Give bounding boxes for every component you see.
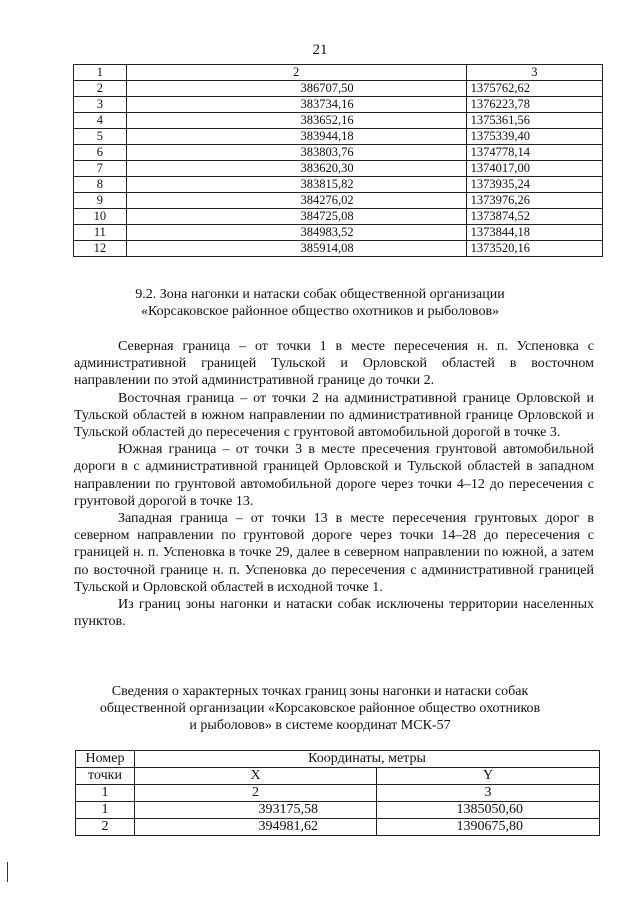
info-title-line: и рыболовов» в системе координат МСК-57 bbox=[189, 718, 451, 733]
table-row bbox=[74, 209, 603, 225]
y-value: 1373935,24 bbox=[466, 177, 602, 193]
boundary-description bbox=[74, 338, 594, 630]
point-number: 5 bbox=[74, 129, 127, 145]
table-row bbox=[74, 129, 603, 145]
section-title-line: «Корсаковское районное общество охотников и рыболовов» bbox=[140, 304, 500, 319]
table-row bbox=[74, 145, 603, 161]
info-title-line: общественной организации «Корсаковское районное общество охотников bbox=[99, 701, 541, 716]
y-value: 1374778,14 bbox=[466, 145, 602, 161]
point-number: 2 bbox=[76, 819, 135, 836]
x-value: 385914,08 bbox=[126, 241, 466, 257]
x-value: 386707,50 bbox=[126, 81, 466, 97]
table-row bbox=[74, 177, 603, 193]
info-title-line: Сведения о характерных точках границ зоны нагонки и натаски собак bbox=[111, 684, 529, 699]
point-number: 8 bbox=[74, 177, 127, 193]
table-row bbox=[74, 193, 603, 209]
point-number-header-line: Номер bbox=[85, 751, 125, 766]
y-value: 1373844,18 bbox=[466, 225, 602, 241]
point-number: 6 bbox=[74, 145, 127, 161]
table-row bbox=[74, 161, 603, 177]
y-value: 1375762,62 bbox=[466, 81, 602, 97]
table-row bbox=[76, 802, 600, 819]
table-row bbox=[74, 81, 603, 97]
x-value: 383803,76 bbox=[126, 145, 466, 161]
point-number-header-line: точки bbox=[76, 768, 135, 785]
point-number: 3 bbox=[74, 97, 127, 113]
x-value: 384983,52 bbox=[126, 225, 466, 241]
paragraph-east: Восточная граница – от точки 2 на административной границе Орловской и Тульской областей в южном направлении по административной границе Орловской и Тульской областей до пересечения с грунтовой автомобильной дорогой в точке 3. bbox=[74, 390, 594, 441]
section-title-line: 9.2. Зона нагонки и натаски собак общественной организации bbox=[135, 287, 505, 302]
y-value: 1375361,56 bbox=[466, 113, 602, 129]
index-cell: 1 bbox=[76, 785, 135, 802]
point-number: 2 bbox=[74, 81, 127, 97]
header-cell: 2 bbox=[126, 65, 466, 81]
x-value: 383734,16 bbox=[126, 97, 466, 113]
index-cell: 3 bbox=[377, 785, 600, 802]
x-header: X bbox=[135, 768, 377, 785]
paragraph-west: Западная граница – от точки 13 в месте пересечения грунтовых дорог в северном направлении по грунтовой дороге через точки 14–28 до пересечения с границей н. п. Успеновка в точке 29, далее в северном направлении по южной, а затем по восточной границе н. п. Успеновка до пересечения с административной границей Тульской и Орловской областей в исходной точке 1. bbox=[74, 511, 594, 595]
table-row bbox=[74, 97, 603, 113]
header-cell: 3 bbox=[466, 65, 602, 81]
paragraph-exclusions: Из границ зоны нагонки и натаски собак исключены территории населенных пунктов. bbox=[74, 597, 594, 630]
y-value: 1373976,26 bbox=[466, 193, 602, 209]
table-header-row bbox=[74, 65, 603, 81]
point-number: 12 bbox=[74, 241, 127, 257]
x-value: 383944,18 bbox=[126, 129, 466, 145]
coordinates-header: Координаты, метры bbox=[135, 751, 600, 768]
point-number: 11 bbox=[74, 225, 127, 241]
info-title bbox=[70, 683, 570, 734]
x-value: 383620,30 bbox=[126, 161, 466, 177]
y-value: 1385050,60 bbox=[377, 802, 600, 819]
point-number: 1 bbox=[76, 802, 135, 819]
y-value: 1376223,78 bbox=[466, 97, 602, 113]
point-number: 9 bbox=[74, 193, 127, 209]
y-value: 1373874,52 bbox=[466, 209, 602, 225]
page-number: 21 bbox=[312, 42, 328, 58]
index-cell: 2 bbox=[135, 785, 377, 802]
y-header: Y bbox=[377, 768, 600, 785]
x-value: 383652,16 bbox=[126, 113, 466, 129]
x-value: 383815,82 bbox=[126, 177, 466, 193]
header-cell: 1 bbox=[74, 65, 127, 81]
point-number: 4 bbox=[74, 113, 127, 129]
table-row bbox=[74, 225, 603, 241]
table-row bbox=[74, 113, 603, 129]
table-row bbox=[74, 241, 603, 257]
section-title bbox=[80, 286, 560, 320]
paragraph-south: Южная граница – от точки 3 в месте пресечения грунтовой автомобильной дороги в с административной границей Орловской и Тульской областей в западном направлении по грунтовой автомобильной дороге через точки 4–12 до пересечения с грунтовой дорогой в точке 13. bbox=[74, 442, 594, 509]
margin-mark bbox=[7, 862, 8, 882]
coordinates-table-continued bbox=[73, 64, 603, 257]
y-value: 1374017,00 bbox=[466, 161, 602, 177]
point-number-header bbox=[76, 751, 135, 768]
y-value: 1390675,80 bbox=[377, 819, 600, 836]
point-number: 7 bbox=[74, 161, 127, 177]
x-value: 393175,58 bbox=[135, 802, 377, 819]
x-value: 394981,62 bbox=[135, 819, 377, 836]
x-value: 384276,02 bbox=[126, 193, 466, 209]
point-number: 10 bbox=[74, 209, 127, 225]
paragraph-north: Северная граница – от точки 1 в месте пересечения н. п. Успеновка с административной границей Тульской и Орловской областей в восточном направлении по этой административной границе до точки 2. bbox=[74, 339, 594, 389]
y-value: 1373520,16 bbox=[466, 241, 602, 257]
x-value: 384725,08 bbox=[126, 209, 466, 225]
boundary-points-table bbox=[75, 750, 600, 836]
table-row bbox=[76, 819, 600, 836]
y-value: 1375339,40 bbox=[466, 129, 602, 145]
